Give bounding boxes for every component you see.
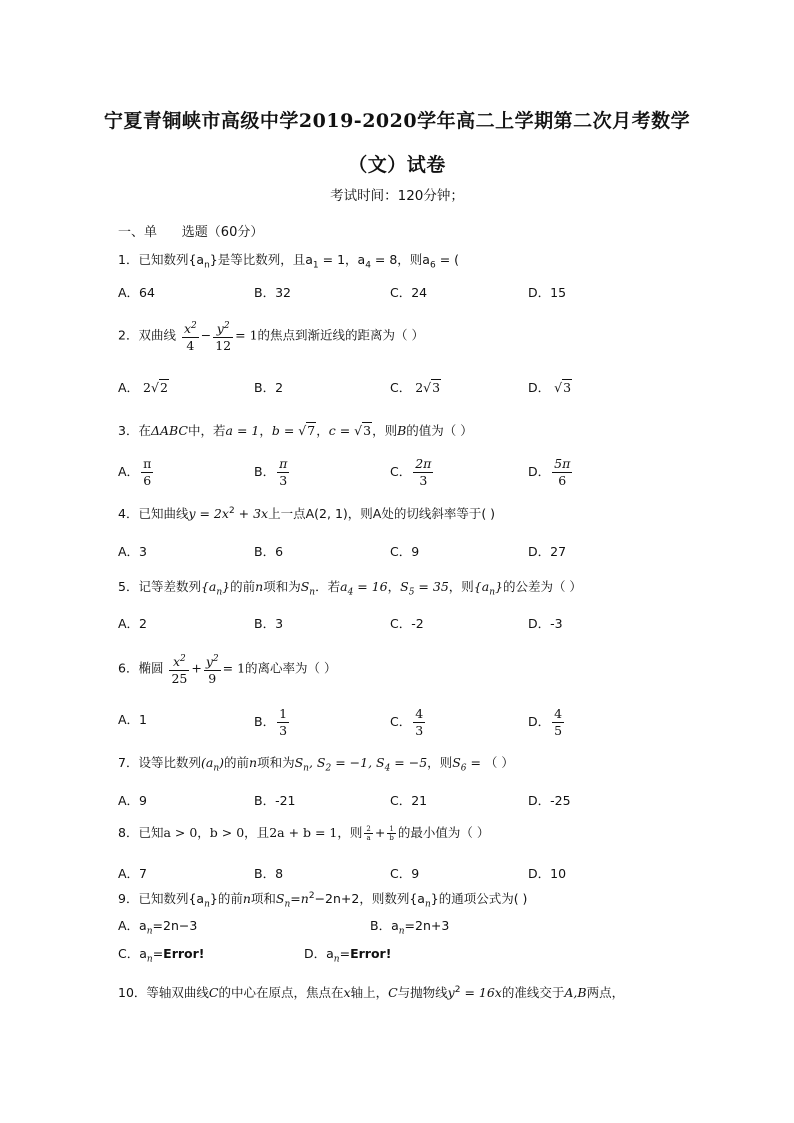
question-9: 9．已知数列$\{a_n\}$的前n项和$S_n=n^2-2n+2$，则数列$\{a_n\}$的通项公式为( )	[118, 890, 528, 910]
option-b: B．6	[254, 544, 284, 559]
option-a: A．9	[118, 793, 148, 808]
question-6: 6．椭圆 $\frac{x^2}{25}$ + $\frac{y^2}{9}$ = 1的离心率为（ ）	[118, 651, 337, 687]
question-2-options	[118, 378, 718, 402]
exam-time: 考试时间：120分钟；	[330, 188, 464, 204]
option-a: A． $\frac{\pi}{6}$	[118, 456, 152, 488]
option-d: D．$a_n=Error$!	[304, 946, 392, 965]
question-8-options	[118, 864, 718, 888]
option-a: A．1	[118, 712, 148, 727]
option-c: C．24	[390, 285, 428, 300]
option-c: C． $\frac{4}{3}$	[390, 706, 424, 738]
option-d: D．-3	[528, 616, 563, 631]
option-d: D．-25	[528, 793, 571, 808]
option-a: A．3	[118, 544, 148, 559]
option-c: C．$a_n=Error$!	[118, 946, 205, 965]
option-b: B．8	[254, 866, 284, 881]
question-8: 8．已知a > 0，b > 0，且2a + b = 1，则 $\frac{2}{a}$ + $\frac{1}{b}$ 的最小值为（ ）	[118, 825, 490, 842]
exam-title: 宁夏青铜峡市高级中学2019-2020学年高二上学期第二次月考数学	[103, 110, 691, 132]
question-7: 7．设等比数列$(a_n)$的前n项和为$S_n$, $S_2 = -1$, $S_4 = -5$，则$S_6$ = （ ）	[118, 755, 514, 774]
option-b: B．3	[254, 616, 284, 631]
option-b: B． $\frac{1}{3}$	[254, 706, 288, 738]
option-c: C． 2√3	[390, 380, 441, 395]
option-d: D．27	[528, 544, 567, 559]
option-c: C．9	[390, 544, 420, 559]
question-9-options-row1	[118, 916, 450, 937]
question-6-options	[118, 706, 718, 738]
option-a: A．$a_n=2n-3$	[118, 918, 198, 937]
option-d: D． √3	[528, 380, 572, 395]
question-3: 3．在ΔABC中，若a = 1，b = √7，c = √3，则B的值为（ ）	[118, 423, 473, 438]
question-9-options-row2	[118, 944, 392, 965]
option-c: C．21	[390, 793, 428, 808]
option-c: C．9	[390, 866, 420, 881]
section-heading: 一、单 选题（60分）	[118, 225, 264, 240]
option-c: C．-2	[390, 616, 424, 631]
question-2: 2．双曲线 $\frac{x^2}{4}$ − $\frac{y^2}{12}$ = 1的焦点到渐近线的距离为（ ）	[118, 318, 424, 354]
option-b: B．$a_n=2n+3$	[370, 918, 450, 937]
option-a: A．64	[118, 285, 155, 300]
question-3-options	[118, 456, 718, 488]
question-1-options	[118, 283, 718, 307]
option-a: A．7	[118, 866, 148, 881]
question-4-options	[118, 542, 718, 566]
question-4: 4．已知曲线$y = 2x^2 + 3x$上一点A(2, 1)，则A处的切线斜率等于( )	[118, 505, 496, 521]
exam-title-line2: （文）试卷	[348, 154, 446, 176]
option-d: D．10	[528, 866, 567, 881]
option-c: C． $\frac{2\pi}{3}$	[390, 456, 432, 488]
option-b: B．-21	[254, 793, 296, 808]
question-5: 5．记等差数列$\{a_n\}$的前n项和为$S_n$．若$a_4 = 16$，$S_5 = 35$，则$\{a_n\}$的公差为（ ）	[118, 579, 582, 598]
option-b: B． $\frac{\pi}{3}$	[254, 456, 288, 488]
question-10: 10．等轴双曲线C的中心在原点，焦点在x轴上，C与抛物线$y^2 = 16x$的准线交于A,B两点，	[118, 984, 625, 1000]
option-a: A．2	[118, 616, 148, 631]
option-d: D． $\frac{4}{5}$	[528, 706, 563, 738]
option-d: D． $\frac{5\pi}{6}$	[528, 456, 571, 488]
option-a: A． 2√2	[118, 380, 168, 395]
option-d: D．15	[528, 285, 567, 300]
question-5-options	[118, 614, 718, 638]
option-b: B．32	[254, 285, 291, 300]
question-1: 1．已知数列$\{a_n\}$是等比数列，且$a_1 = 1$，$a_4 = 8$，则$a_6$ = (	[118, 252, 460, 271]
option-b: B．2	[254, 380, 284, 395]
question-7-options	[118, 791, 718, 815]
